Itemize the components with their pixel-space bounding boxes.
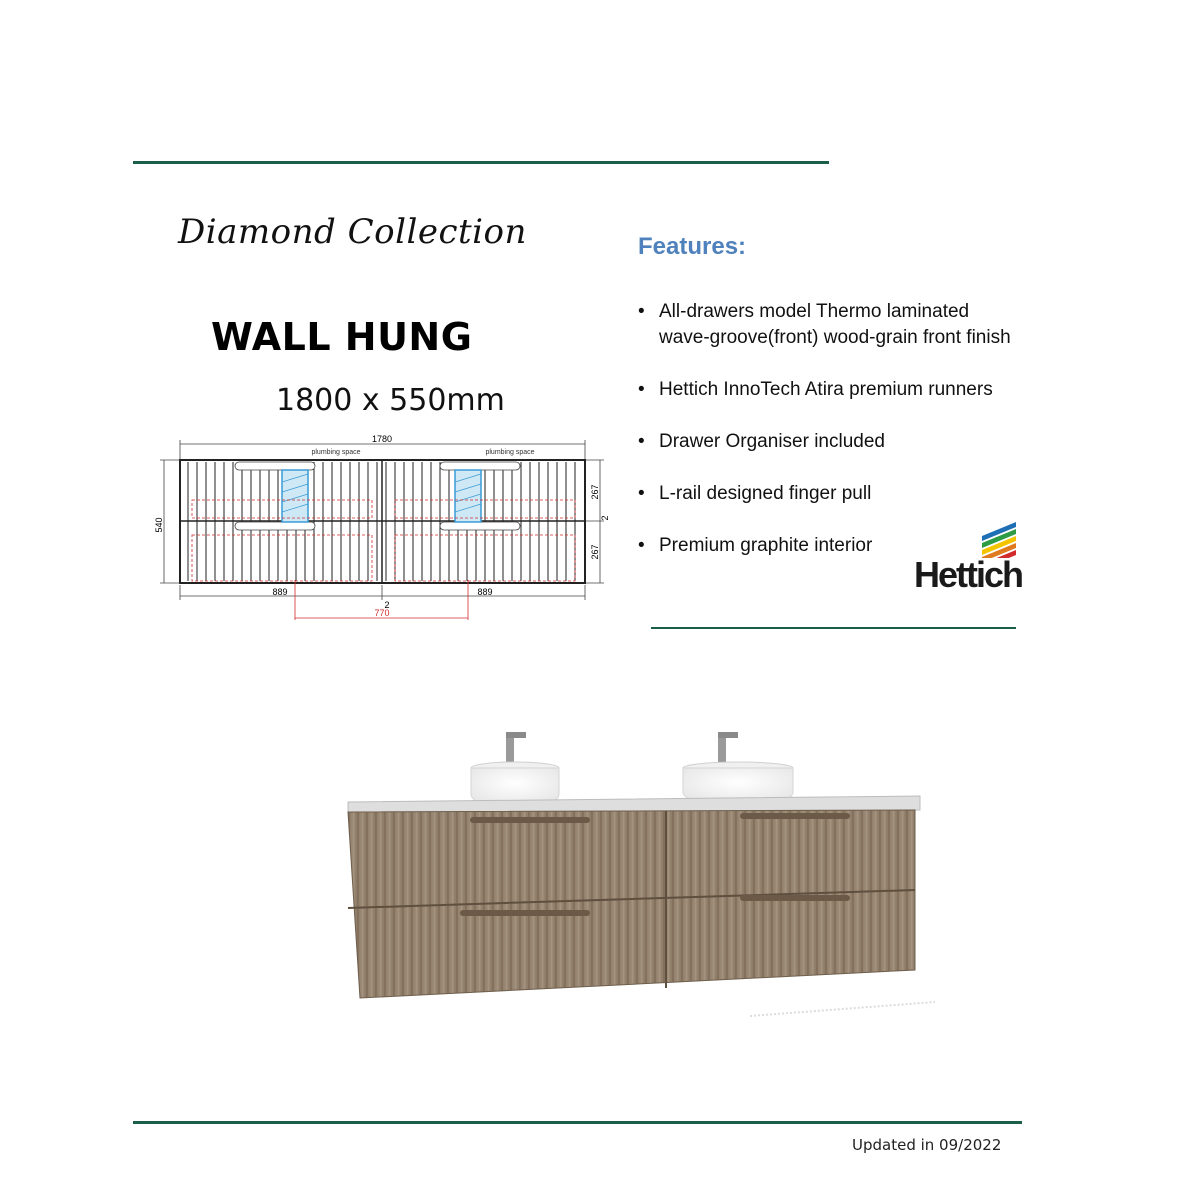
bullet-icon: •: [638, 535, 645, 556]
bullet-icon: •: [638, 301, 645, 322]
product-size: 1800 x 550mm: [276, 383, 505, 418]
overall-height-label: 540: [154, 517, 164, 533]
gap-label: 2: [600, 515, 610, 521]
feature-item: • Premium graphite interior: [634, 533, 1024, 559]
hettich-wordmark: Hettich: [914, 554, 1023, 595]
features-divider: [651, 627, 1016, 629]
bottom-divider: [133, 1121, 1022, 1124]
bullet-icon: •: [638, 431, 645, 452]
feature-item: • L-rail designed finger pull: [634, 481, 1024, 507]
plumbing-label-right: plumbing space: [485, 449, 535, 456]
feature-item: • Drawer Organiser included: [634, 429, 1024, 455]
half-width-left-label: 889: [272, 587, 288, 597]
bullet-icon: •: [638, 379, 645, 400]
collection-logo-text: Diamond Collection: [178, 212, 527, 252]
bullet-icon: •: [638, 483, 645, 504]
plumbing-width-label: 770: [374, 608, 390, 618]
vanity-product-image: [330, 720, 950, 1030]
top-divider: [133, 161, 829, 164]
gap-bottom-label: 2: [384, 600, 390, 610]
overall-width-label: 1780: [371, 434, 393, 444]
hettich-logo: [912, 518, 1032, 594]
features-heading: Features:: [638, 233, 747, 260]
feature-item: • Hettich InnoTech Atira premium runners: [634, 377, 1024, 403]
drawer-height-bottom-label: 267: [590, 544, 600, 560]
half-width-right-label: 889: [477, 587, 493, 597]
feature-item: • All-drawers model Thermo laminated wave-groove(front) wood-grain front finish: [638, 301, 1011, 348]
product-title: WALL HUNG: [211, 315, 473, 359]
technical-drawing: [150, 430, 620, 630]
plumbing-label-left: plumbing space: [311, 449, 361, 456]
drawer-height-top-label: 267: [590, 484, 600, 500]
hettich-stripes-icon: [912, 518, 1032, 558]
updated-date: Updated in 09/2022: [852, 1136, 1002, 1154]
